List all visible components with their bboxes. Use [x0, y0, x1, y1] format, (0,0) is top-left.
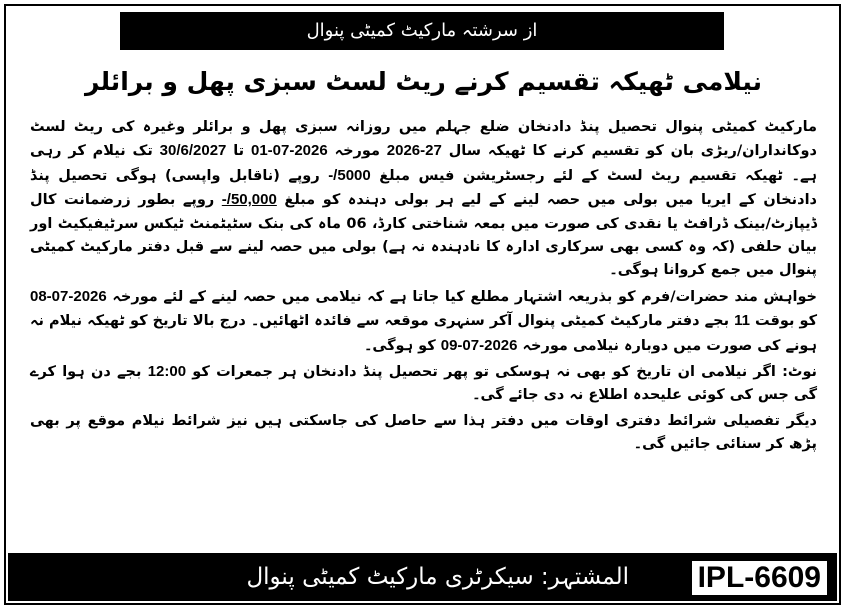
advertiser-label: المشتہر: سیکرٹری مارکیٹ کمیٹی پنوال [246, 564, 629, 590]
paragraph-note [30, 360, 817, 408]
notice-body [30, 116, 817, 457]
paragraph-details: دیگر تفصیلی شرائط دفتری اوقات میں دفتر ہذا سے حاصل کی جاسکتی ہیں نیز شرائط نیلام موقع پر بھی پڑھ کر سنائی جائیں گی۔ [30, 412, 817, 453]
terms-text-b: مورخہ [327, 143, 387, 160]
terms-text-a: مارکیٹ کمیٹی پنوال تحصیل پنڈ دادنخان ضلع جہلم میں روزانہ سبزی پھل و برائلر وغیرہ کی ریٹ لسٹ دوکانداران/ریڑی بان کو تقسیم کرنے کا ٹھیکہ سال [30, 119, 817, 160]
paragraph-terms [30, 116, 817, 283]
issuer-text: از سرشتہ مارکیٹ کمیٹی پنوال [306, 20, 538, 41]
auction-text-c: بجے دفتر مارکیٹ کمیٹی پنوال آکر سنہری موقعہ سے فائدہ اٹھائیں۔ درج بالا تاریخ کو ٹھیکہ نیلام نہ ہونے کی صورت میں دوبارہ نیلامی مورخہ [30, 313, 817, 354]
reauction-date: 09-07-2026 [440, 336, 518, 354]
note-text-a: نوٹ: اگر نیلامی ان تاریخ کو بھی نہ ہوسکی تو پھر تحصیل پنڈ دادنخان ہر جمعرات کو [186, 364, 817, 381]
thursday-time: 12:00 [147, 363, 187, 381]
footer-bar [8, 553, 837, 601]
notice-headline: نیلامی ٹھیکہ تقسیم کرنے ریٹ لسٹ سبزی پھل و برائلر [85, 67, 762, 96]
auction-time: 11 [734, 312, 750, 330]
terms-text-f: روپے بطور زرضمانت کال ڈیپازٹ/بینک ڈرافٹ یا نقدی کی صورت میں بمعہ شناختی کارڈ، 06 ماہ کی بنک سٹیٹمنٹ ٹیکس سرٹیفیکیٹ اور بیان حلفی (کہ وہ کسی بھی سرکاری ادارہ کا نادہندہ نہ ہے) بولی میں حصہ لینے سے قبل دفتر مارکیٹ کمیٹی پنوال میں جمع کروانا ہوگی۔ [30, 192, 817, 279]
auction-text-b: کو بوقت [749, 313, 818, 330]
registration-fee: -/5000 [328, 166, 371, 184]
terms-text-c: تا [226, 143, 251, 160]
contract-start-date: 01-07-2026 [250, 142, 328, 160]
auction-text-d: کو ہوگی۔ [363, 337, 441, 354]
issuer-banner [120, 12, 724, 50]
note-text-b: بجے دن ہوا کرے گی جس کی کوئی علیحدہ اطلاع نہ دی جائے گی۔ [30, 364, 817, 404]
terms-text-e: روپے (ناقابل واپسی) ہوگی تحصیل پنڈ دادنخان کے ایریا میں بولی میں حصہ لینے کے لیے ہر بولی دہندہ کو مبلغ [30, 167, 817, 209]
terms-text-d: تک نیلام کر رہی ہے۔ ٹھیکہ تقسیم ریٹ لسٹ کے لئے رجسٹریشن فیس مبلغ [30, 143, 817, 184]
contract-end-date: 30/6/2027 [159, 142, 227, 160]
auction-date: 08-07-2026 [30, 287, 107, 305]
contract-year: 2026-27 [386, 142, 442, 160]
security-amount: -/50,000 [221, 191, 277, 209]
auction-text-a: خواہش مند حضرات/فرم کو بذریعہ اشتہار مطلع کیا جاتا ہے کہ نیلامی میں حصہ لینے کے لئے مورخہ [106, 288, 817, 305]
ad-code: IPL-6609 [692, 561, 827, 595]
paragraph-auction [30, 285, 817, 358]
